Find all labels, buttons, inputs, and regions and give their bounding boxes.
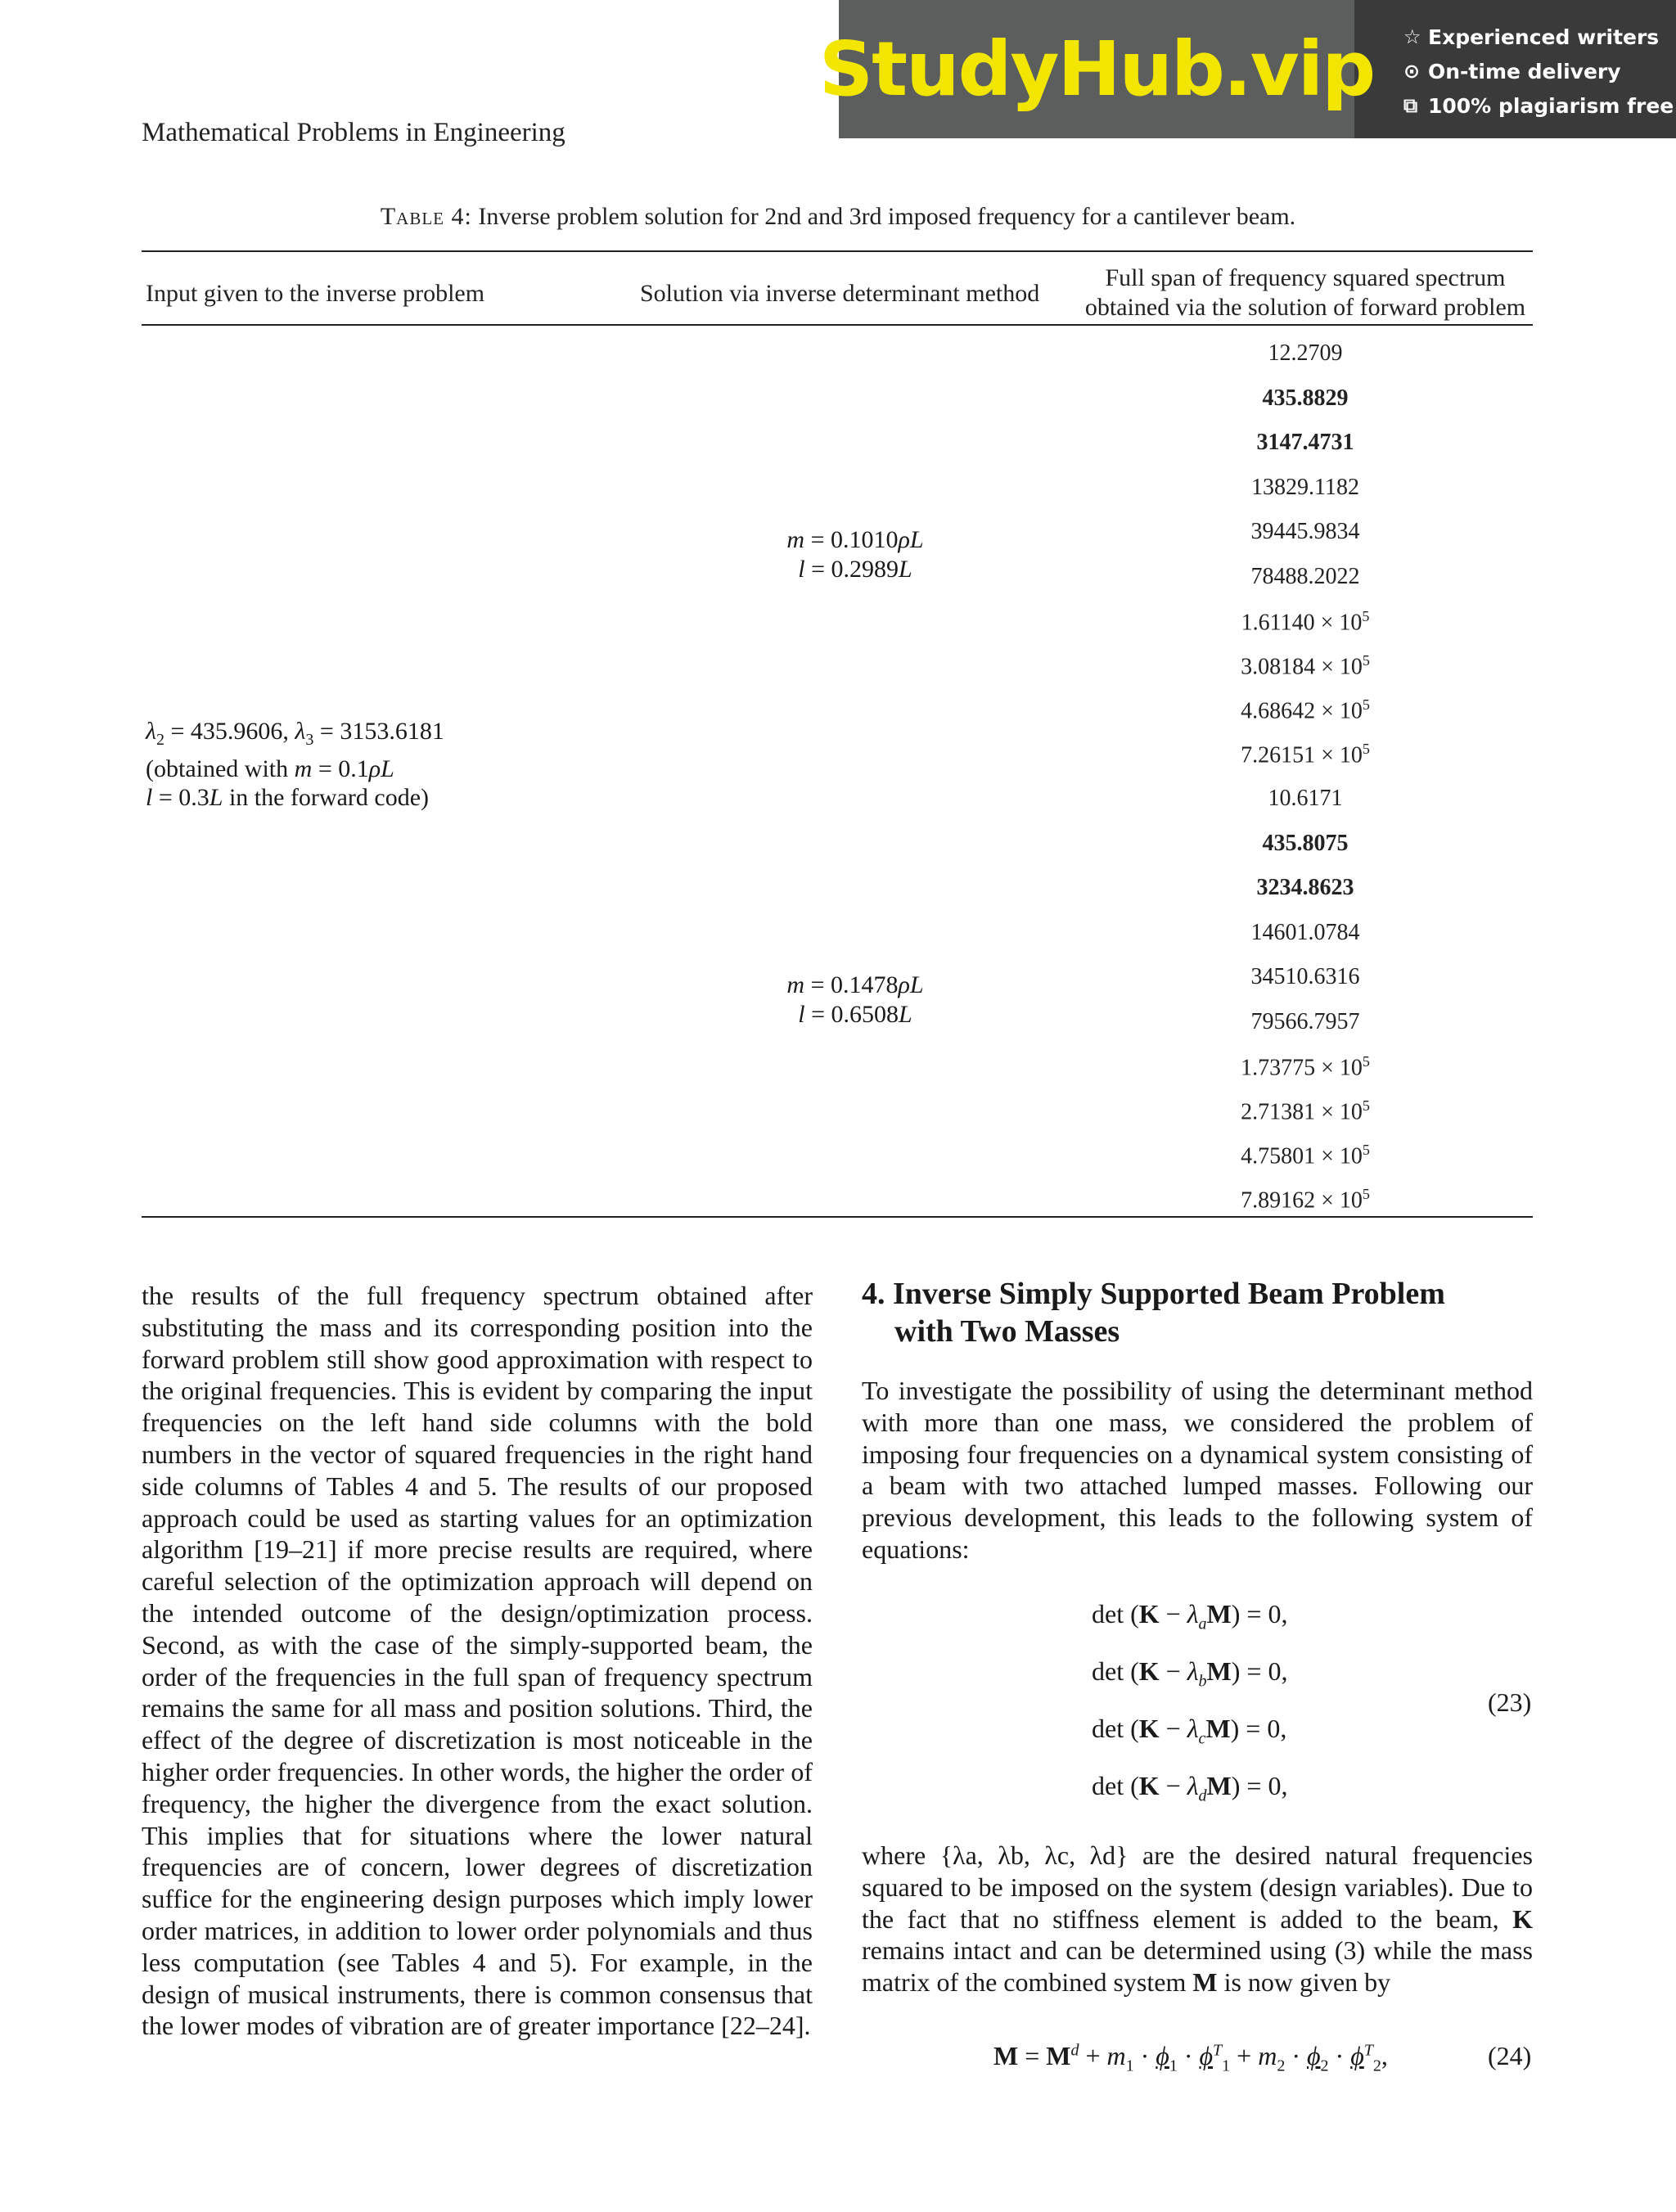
header-line: Full span of frequency squared spectrum xyxy=(1105,264,1506,291)
table-header-rule xyxy=(142,324,1533,326)
solution-cell-1 xyxy=(720,525,990,584)
solution-m: m = 0.1010ρL xyxy=(786,526,924,553)
table-header-spectrum xyxy=(1060,264,1551,322)
section-title xyxy=(862,1275,1541,1350)
equation-line: $\det (K - \lambda_cM) = 0$, xyxy=(1092,1714,1287,1748)
section-title-line: 4. Inverse Simply Supported Beam Problem xyxy=(862,1277,1445,1311)
section-title-line: with Two Masses xyxy=(894,1314,1120,1349)
feature-item xyxy=(1403,54,1676,88)
table-caption xyxy=(0,203,1676,231)
spectrum-value-bold: 3234.8623 xyxy=(1256,875,1354,900)
spectrum-value: 79566.7957 xyxy=(1250,1009,1360,1034)
equation-line: $\det (K - \lambda_dM) = 0$, xyxy=(1092,1771,1288,1805)
spectrum-value: $2.71381 \times 10^5$ xyxy=(1241,1097,1370,1125)
table-caption-text: Inverse problem solution for 2nd and 3rd imposed frequency for a cantilever beam. xyxy=(478,203,1296,230)
spectrum-value: 34510.6316 xyxy=(1250,964,1360,989)
equation-number: (23) xyxy=(1488,1687,1532,1717)
journal-name: Mathematical Problems in Engineering xyxy=(142,118,565,147)
copy-icon: ⧉ xyxy=(1403,94,1418,117)
spectrum-value-bold: 435.8075 xyxy=(1262,831,1349,856)
spectrum-value: $3.08184 \times 10^5$ xyxy=(1241,652,1370,680)
table-caption-label: Table 4: xyxy=(380,203,472,230)
equation-number: (24) xyxy=(1488,2041,1532,2070)
feature-text: 100% plagiarism free xyxy=(1428,93,1674,118)
spectrum-value: $4.68642 \times 10^5$ xyxy=(1241,696,1370,724)
body-paragraph-right-2: where {λa, λb, λc, λd} are the desired natural frequencies squared to be imposed on the system (design variables). Due to the fact that no stiffness element is added to the beam, K remains intact and can be determined using (3) while the mass matrix of the combined system M is now given by xyxy=(862,1840,1534,1998)
spectrum-value: $4.75801 \times 10^5$ xyxy=(1241,1142,1370,1169)
spectrum-value: $1.73775 \times 10^5$ xyxy=(1241,1053,1370,1081)
solution-m: m = 0.1478ρL xyxy=(786,971,924,998)
star-icon: ☆ xyxy=(1403,25,1421,48)
feature-item xyxy=(1403,88,1676,123)
spectrum-value: $7.89162 \times 10^5$ xyxy=(1241,1186,1370,1214)
body-paragraph-left: the results of the full frequency spectrum obtained after substituting the mass and its corresponding position into the forward problem still show good approximation with respect to the original frequencies. This is evident by comparing the input frequencies on the left hand side columns with the bold numbers in the vector of squared frequencies in the right hand side columns of Tables 4 and 5. The results of our proposed approach could be used as starting values for an optimization algorithm [19–21] if more precise results are required, where careful selection of the optimization approach will depend on the intended outcome of the design/optimization process. Second, as with the case of the simply-supported beam, the order of the frequencies in the full span of frequency spectrum remains the same for all mass and position solutions. Third, the effect of the degree of discretization is most noticeable in the higher order frequencies. In other words, the higher the order of frequency, the higher the divergence from the exact solution. This implies that for situations where the lower natural frequencies are of concern, lower degrees of discretization suffice for the engineering design purposes which imply lower order matrices, in addition to lower order polynomials and thus less computation (see Tables 4 and 5). For example, in the design of musical instruments, there is common consensus that the lower modes of vibration are of greater importance [22–24]. xyxy=(142,1281,813,2041)
clock-icon: ⊙ xyxy=(1403,60,1421,83)
header-line: obtained via the solution of forward problem xyxy=(1084,294,1526,321)
input-line: $\lambda_2 = 435.9606$, $\lambda_3 = 3153.6181$ xyxy=(146,718,444,749)
solution-cell-2 xyxy=(720,971,990,1029)
spectrum-value: 10.6171 xyxy=(1268,786,1343,811)
body-paragraph-right-1: To investigate the possibility of using the determinant method with more than one mass, we considered the problem of imposing four frequencies on a dynamical system consisting of a beam with two attached lumped masses. Following our previous development, this leads to the following system of equations: xyxy=(862,1376,1533,1564)
input-line: l = 0.3L in the forward code) xyxy=(146,784,430,811)
studyhub-logo[interactable]: StudyHub.vip xyxy=(839,0,1354,138)
spectrum-value: 78488.2022 xyxy=(1250,564,1360,589)
equation-line: $\det (K - \lambda_aM) = 0$, xyxy=(1092,1599,1288,1633)
solution-l: l = 0.6508L xyxy=(798,1001,912,1028)
table-top-rule xyxy=(142,250,1533,252)
table-header-solution: Solution via inverse determinant method xyxy=(640,280,1040,307)
solution-l: l = 0.2989L xyxy=(798,556,912,583)
spectrum-value-bold: 435.8829 xyxy=(1262,385,1349,411)
spectrum-value-bold: 3147.4731 xyxy=(1256,430,1354,455)
equation-line: $\det (K - \lambda_bM) = 0$, xyxy=(1092,1656,1288,1691)
table-bottom-rule xyxy=(142,1216,1533,1218)
spectrum-value: 13829.1182 xyxy=(1251,475,1359,500)
input-line: (obtained with m = 0.1ρL xyxy=(146,755,394,782)
table-input-cell xyxy=(146,717,444,812)
table-header-input: Input given to the inverse problem xyxy=(146,280,485,307)
feature-text: On-time delivery xyxy=(1428,59,1621,83)
spectrum-value: $7.26151 \times 10^5$ xyxy=(1241,741,1370,768)
equation-mass-matrix: $M = M^d + m_1 \cdot \phi_1 \cdot \phi^T_1 + m_2 \cdot \phi_2 \cdot \phi^T_2$, xyxy=(993,2041,1388,2075)
spectrum-value: 39445.9834 xyxy=(1250,519,1360,544)
spectrum-value: 12.2709 xyxy=(1268,340,1343,366)
ad-banner[interactable] xyxy=(818,0,1676,138)
spectrum-value: $1.61140 \times 10^5$ xyxy=(1241,608,1370,636)
feature-text: Experienced writers xyxy=(1428,25,1660,49)
feature-item xyxy=(1403,20,1676,54)
banner-features xyxy=(1354,0,1676,138)
spectrum-value: 14601.0784 xyxy=(1250,920,1360,945)
